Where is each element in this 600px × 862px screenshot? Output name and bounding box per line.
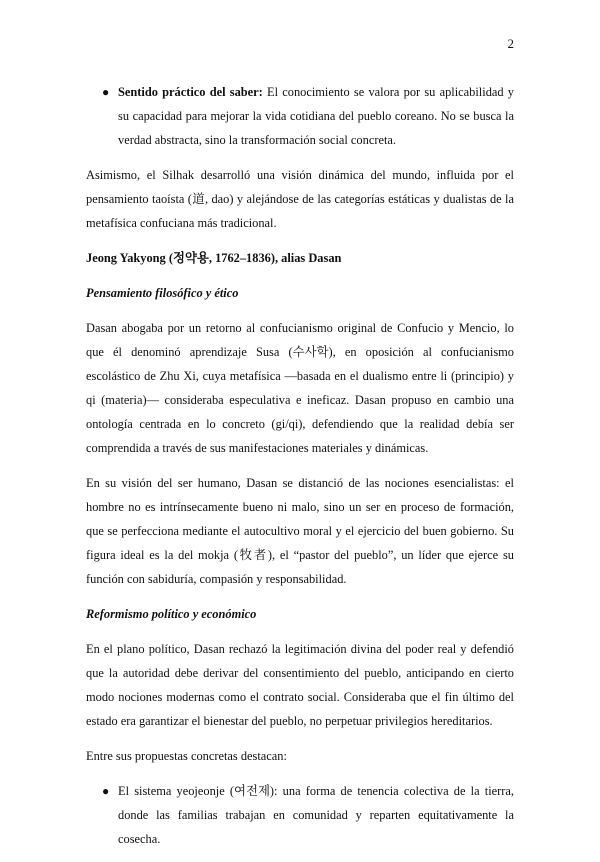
bullet-yeojeonje <box>86 779 514 851</box>
paragraph-propuestas: Entre sus propuestas concretas destacan: <box>86 749 287 763</box>
paragraph-silhak: Asimismo, el Silhak desarrolló una visión dinámica del mundo, influida por el pensamiento taoísta (道, dao) y alejándose de las categorías estáticas y dualistas de la metafísica confuciana más tradicional. <box>86 168 514 230</box>
paragraph-susa: Dasan abogaba por un retorno al confucianismo original de Confucio y Mencio, lo que él denominó aprendizaje Susa (수사학), en oposición al confucianismo escolástico de Zhu Xi, cuya metafísica —basada en el dualismo entre li (principio) y qi (materia)— consideraba especulativa e ineficaz. Dasan propuso en cambio una ontología centrada en lo concreto (gi/qi), defendiendo que la realidad debía ser comprendida a través de sus manifestaciones materiales y dinámicas. <box>86 321 514 455</box>
bullet-text: El sistema yeojeonje (여전제): una forma de tenencia colectiva de la tierra, donde las familias trabajan en comunidad y reparten equitativamente la cosecha. <box>118 784 514 846</box>
bullet-lead: Sentido práctico del saber: <box>118 85 263 99</box>
bullet-text: El conocimiento se valora por su aplicabilidad y su capacidad para mejorar la vida cotidiana del pueblo coreano. No se busca la verdad abstracta, sino la transformación social concreta. <box>118 85 514 147</box>
page-number: 2 <box>507 36 514 51</box>
paragraph-politico: En el plano político, Dasan rechazó la legitimación divina del poder real y defendió que la autoridad debe derivar del consentimiento del pueblo, anticipando en cierto modo nociones modernas como el contrato social. Consideraba que el fin último del estado era garantizar el bienestar del pueblo, no perpetuar privilegios hereditarios. <box>86 642 514 728</box>
section-heading-dasan: Jeong Yakyong (정약용, 1762–1836), alias Dasan <box>86 251 342 265</box>
subheading-reformismo: Reformismo político y económico <box>86 607 257 621</box>
subheading-pensamiento: Pensamiento filosófico y ético <box>86 286 239 300</box>
bullet-icon: ● <box>102 85 110 99</box>
bullet-sentido-practico <box>86 80 514 152</box>
document-body <box>86 80 514 862</box>
bullet-icon: ● <box>102 784 110 798</box>
paragraph-ser-humano: En su visión del ser humano, Dasan se distanció de las nociones esencialistas: el hombre no es intrínsecamente bueno ni malo, sino un ser en proceso de formación, que se perfecciona mediante el autocultivo moral y el ejercicio del buen gobierno. Su figura ideal es la del mokja (牧者), el “pastor del pueblo”, un líder que ejerce su función con sabiduría, compasión y responsabilidad. <box>86 476 514 586</box>
